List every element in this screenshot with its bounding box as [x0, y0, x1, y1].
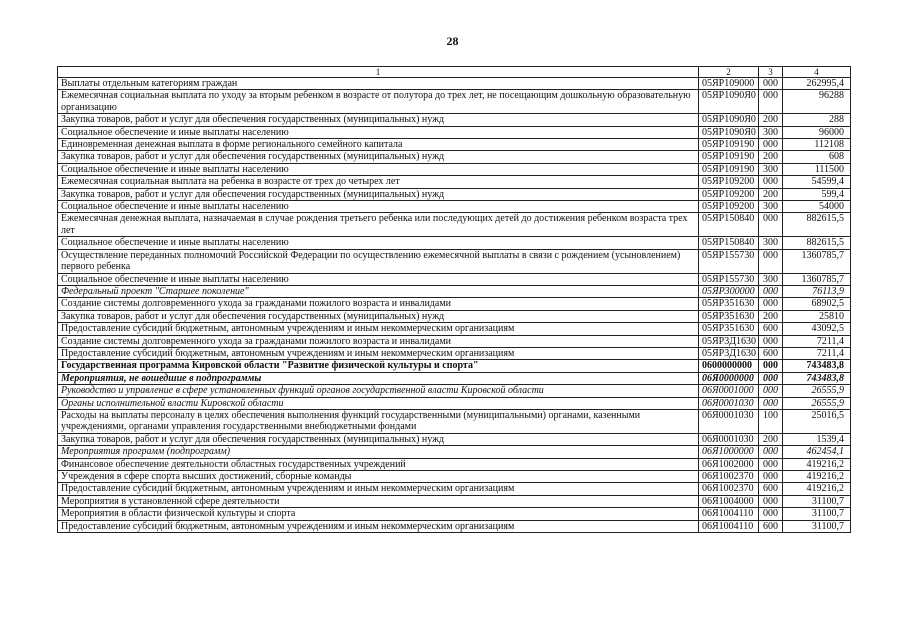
row-sum-cell: 96288: [783, 90, 851, 114]
row-sum-cell: 743483,8: [783, 372, 851, 384]
row-name-cell: Расходы на выплаты персоналу в целях обеспечения выполнения функций государственными (муниципальными) органами, казенными учреждениями, органами управления государственными внебюджетными фондами: [58, 409, 699, 433]
row-type-cell: 000: [759, 285, 783, 297]
row-code-cell: 06Я1004000: [699, 495, 759, 507]
table-row: [58, 213, 851, 237]
table-row: [58, 237, 851, 249]
row-name-cell: Закупка товаров, работ и услуг для обеспечения государственных (муниципальных) нужд: [58, 188, 699, 200]
row-type-cell: 200: [759, 433, 783, 445]
row-sum-cell: 882615,5: [783, 237, 851, 249]
row-sum-cell: 68902,5: [783, 298, 851, 310]
row-code-cell: 05ЯР109190: [699, 163, 759, 175]
row-type-cell: 300: [759, 163, 783, 175]
row-name-cell: Ежемесячная социальная выплата по уходу за вторым ребенком в возрасте от полутора до трех лет, не посещающим дошкольную образовательную организацию: [58, 90, 699, 114]
table-row: [58, 298, 851, 310]
row-code-cell: 06Я0001000: [699, 385, 759, 397]
row-code-cell: 05ЯР351630: [699, 310, 759, 322]
row-name-cell: Мероприятия в области физической культуры и спорта: [58, 508, 699, 520]
table-row: [58, 114, 851, 126]
row-name-cell: Органы исполнительной власти Кировской области: [58, 397, 699, 409]
row-sum-cell: 419216,2: [783, 458, 851, 470]
table-row: [58, 347, 851, 359]
row-code-cell: 05ЯР150840: [699, 237, 759, 249]
header-col-4: 4: [783, 67, 851, 78]
row-name-cell: Закупка товаров, работ и услуг для обеспечения государственных (муниципальных) нужд: [58, 433, 699, 445]
table-row: [58, 483, 851, 495]
row-type-cell: 000: [759, 78, 783, 90]
row-code-cell: 06Я1000000: [699, 446, 759, 458]
table-row: [58, 335, 851, 347]
row-name-cell: Финансовое обеспечение деятельности областных государственных учреждений: [58, 458, 699, 470]
row-name-cell: Мероприятия в установленной сфере деятельности: [58, 495, 699, 507]
row-code-cell: 05ЯР155730: [699, 249, 759, 273]
row-sum-cell: 419216,2: [783, 483, 851, 495]
row-sum-cell: 31100,7: [783, 508, 851, 520]
header-col-2: 2: [699, 67, 759, 78]
row-sum-cell: 7211,4: [783, 335, 851, 347]
row-sum-cell: 26555,9: [783, 397, 851, 409]
row-name-cell: Осуществление переданных полномочий Российской Федерации по осуществлению ежемесячной выплаты в связи с рождением (усыновлением) первого ребенка: [58, 249, 699, 273]
row-name-cell: Мероприятия, не вошедшие в подпрограммы: [58, 372, 699, 384]
row-code-cell: 06Я0000000: [699, 372, 759, 384]
row-name-cell: Выплаты отдельным категориям граждан: [58, 78, 699, 90]
row-name-cell: Социальное обеспечение и иные выплаты населению: [58, 237, 699, 249]
row-sum-cell: 54599,4: [783, 176, 851, 188]
row-type-cell: 000: [759, 446, 783, 458]
row-type-cell: 200: [759, 114, 783, 126]
row-type-cell: 600: [759, 323, 783, 335]
row-sum-cell: 26555,9: [783, 385, 851, 397]
row-type-cell: 600: [759, 483, 783, 495]
table-row: [58, 188, 851, 200]
table-row: [58, 163, 851, 175]
row-code-cell: 06Я1002370: [699, 483, 759, 495]
row-code-cell: 0600000000: [699, 360, 759, 372]
row-name-cell: Предоставление субсидий бюджетным, автономным учреждениям и иным некоммерческим организациям: [58, 520, 699, 532]
row-sum-cell: 1360785,7: [783, 249, 851, 273]
row-code-cell: 06Я1004110: [699, 508, 759, 520]
row-code-cell: 05ЯР109000: [699, 78, 759, 90]
row-sum-cell: 288: [783, 114, 851, 126]
table-row: [58, 433, 851, 445]
row-code-cell: 05ЯР109200: [699, 176, 759, 188]
row-code-cell: 05ЯР109190: [699, 139, 759, 151]
table-row: [58, 201, 851, 213]
table-row: [58, 139, 851, 151]
row-type-cell: 000: [759, 385, 783, 397]
row-type-cell: 200: [759, 151, 783, 163]
row-type-cell: 300: [759, 237, 783, 249]
table-row: [58, 285, 851, 297]
row-type-cell: 000: [759, 372, 783, 384]
row-sum-cell: 1539,4: [783, 433, 851, 445]
row-code-cell: 05ЯР109190: [699, 151, 759, 163]
row-code-cell: 05ЯР351630: [699, 323, 759, 335]
page-number: 28: [446, 34, 459, 48]
row-type-cell: 300: [759, 273, 783, 285]
table-row: [58, 323, 851, 335]
row-sum-cell: 96000: [783, 126, 851, 138]
table-row: [58, 409, 851, 433]
table-row: [58, 273, 851, 285]
table-header-row: [58, 67, 851, 78]
row-name-cell: Мероприятия программ (подпрограмм): [58, 446, 699, 458]
header-col-1: 1: [58, 67, 699, 78]
row-sum-cell: 111500: [783, 163, 851, 175]
row-type-cell: 200: [759, 310, 783, 322]
table-row: [58, 90, 851, 114]
row-name-cell: Создание системы долговременного ухода за гражданами пожилого возраста и инвалидами: [58, 298, 699, 310]
row-type-cell: 000: [759, 249, 783, 273]
table-row: [58, 385, 851, 397]
table-row: [58, 249, 851, 273]
table-row: [58, 495, 851, 507]
row-type-cell: 000: [759, 495, 783, 507]
row-code-cell: 06Я0001030: [699, 397, 759, 409]
row-type-cell: 300: [759, 126, 783, 138]
table-row: [58, 372, 851, 384]
row-sum-cell: 882615,5: [783, 213, 851, 237]
table-row: [58, 151, 851, 163]
row-type-cell: 000: [759, 397, 783, 409]
row-name-cell: Государственная программа Кировской области "Развитие физической культуры и спорта": [58, 360, 699, 372]
row-code-cell: 05ЯР155730: [699, 273, 759, 285]
row-code-cell: 05ЯР1090Я0: [699, 126, 759, 138]
row-name-cell: Закупка товаров, работ и услуг для обеспечения государственных (муниципальных) нужд: [58, 310, 699, 322]
row-name-cell: Социальное обеспечение и иные выплаты населению: [58, 201, 699, 213]
table-row: [58, 508, 851, 520]
row-type-cell: 000: [759, 360, 783, 372]
table-row: [58, 126, 851, 138]
row-type-cell: 000: [759, 508, 783, 520]
row-type-cell: 000: [759, 298, 783, 310]
table-row: [58, 520, 851, 532]
row-type-cell: 000: [759, 139, 783, 151]
row-type-cell: 000: [759, 471, 783, 483]
row-sum-cell: 462454,1: [783, 446, 851, 458]
row-name-cell: Предоставление субсидий бюджетным, автономным учреждениям и иным некоммерческим организациям: [58, 347, 699, 359]
row-code-cell: 05ЯР109200: [699, 201, 759, 213]
row-code-cell: 05ЯР351630: [699, 298, 759, 310]
row-code-cell: 05ЯР3Д1630: [699, 335, 759, 347]
row-type-cell: 000: [759, 213, 783, 237]
row-type-cell: 600: [759, 520, 783, 532]
row-sum-cell: 419216,2: [783, 471, 851, 483]
row-name-cell: Закупка товаров, работ и услуг для обеспечения государственных (муниципальных) нужд: [58, 151, 699, 163]
row-code-cell: 05ЯР3Д1630: [699, 347, 759, 359]
row-sum-cell: 7211,4: [783, 347, 851, 359]
row-sum-cell: 25016,5: [783, 409, 851, 433]
budget-table: [57, 66, 851, 533]
row-code-cell: 06Я1004110: [699, 520, 759, 532]
row-sum-cell: 54000: [783, 201, 851, 213]
row-name-cell: Единовременная денежная выплата в форме регионального семейного капитала: [58, 139, 699, 151]
row-name-cell: Социальное обеспечение и иные выплаты населению: [58, 273, 699, 285]
table-row: [58, 176, 851, 188]
table-row: [58, 360, 851, 372]
row-sum-cell: 112108: [783, 139, 851, 151]
row-code-cell: 05ЯР109200: [699, 188, 759, 200]
row-code-cell: 05ЯР300000: [699, 285, 759, 297]
table-row: [58, 397, 851, 409]
row-code-cell: 06Я0001030: [699, 433, 759, 445]
row-name-cell: Предоставление субсидий бюджетным, автономным учреждениям и иным некоммерческим организациям: [58, 323, 699, 335]
row-type-cell: 100: [759, 409, 783, 433]
row-type-cell: 000: [759, 176, 783, 188]
row-sum-cell: 743483,8: [783, 360, 851, 372]
row-name-cell: Федеральный проект "Старшее поколение": [58, 285, 699, 297]
row-name-cell: Предоставление субсидий бюджетным, автономным учреждениям и иным некоммерческим организациям: [58, 483, 699, 495]
row-type-cell: 000: [759, 458, 783, 470]
row-sum-cell: 262995,4: [783, 78, 851, 90]
row-name-cell: Создание системы долговременного ухода за гражданами пожилого возраста и инвалидами: [58, 335, 699, 347]
row-type-cell: 600: [759, 347, 783, 359]
row-sum-cell: 76113,9: [783, 285, 851, 297]
row-name-cell: Учреждения в сфере спорта высших достижений, сборные команды: [58, 471, 699, 483]
row-name-cell: Закупка товаров, работ и услуг для обеспечения государственных (муниципальных) нужд: [58, 114, 699, 126]
table-row: [58, 78, 851, 90]
table-row: [58, 458, 851, 470]
row-sum-cell: 608: [783, 151, 851, 163]
row-name-cell: Руководство и управление в сфере установленных функций органов государственной власти Кировской области: [58, 385, 699, 397]
table-row: [58, 471, 851, 483]
row-sum-cell: 1360785,7: [783, 273, 851, 285]
header-col-3: 3: [759, 67, 783, 78]
table-row: [58, 310, 851, 322]
row-sum-cell: 599,4: [783, 188, 851, 200]
table-row: [58, 446, 851, 458]
row-code-cell: 06Я0001030: [699, 409, 759, 433]
row-code-cell: 06Я1002000: [699, 458, 759, 470]
row-code-cell: 06Я1002370: [699, 471, 759, 483]
row-code-cell: 05ЯР150840: [699, 213, 759, 237]
row-sum-cell: 43092,5: [783, 323, 851, 335]
row-type-cell: 000: [759, 90, 783, 114]
row-sum-cell: 31100,7: [783, 495, 851, 507]
row-name-cell: Социальное обеспечение и иные выплаты населению: [58, 163, 699, 175]
row-type-cell: 200: [759, 188, 783, 200]
row-code-cell: 05ЯР1090Я0: [699, 114, 759, 126]
row-type-cell: 300: [759, 201, 783, 213]
row-code-cell: 05ЯР1090Я0: [699, 90, 759, 114]
row-type-cell: 000: [759, 335, 783, 347]
row-sum-cell: 31100,7: [783, 520, 851, 532]
row-name-cell: Ежемесячная социальная выплата на ребенка в возрасте от трех до четырех лет: [58, 176, 699, 188]
row-name-cell: Социальное обеспечение и иные выплаты населению: [58, 126, 699, 138]
row-name-cell: Ежемесячная денежная выплата, назначаемая в случае рождения третьего ребенка или последующих детей до достижения ребенком возраста трех лет: [58, 213, 699, 237]
row-sum-cell: 25810: [783, 310, 851, 322]
